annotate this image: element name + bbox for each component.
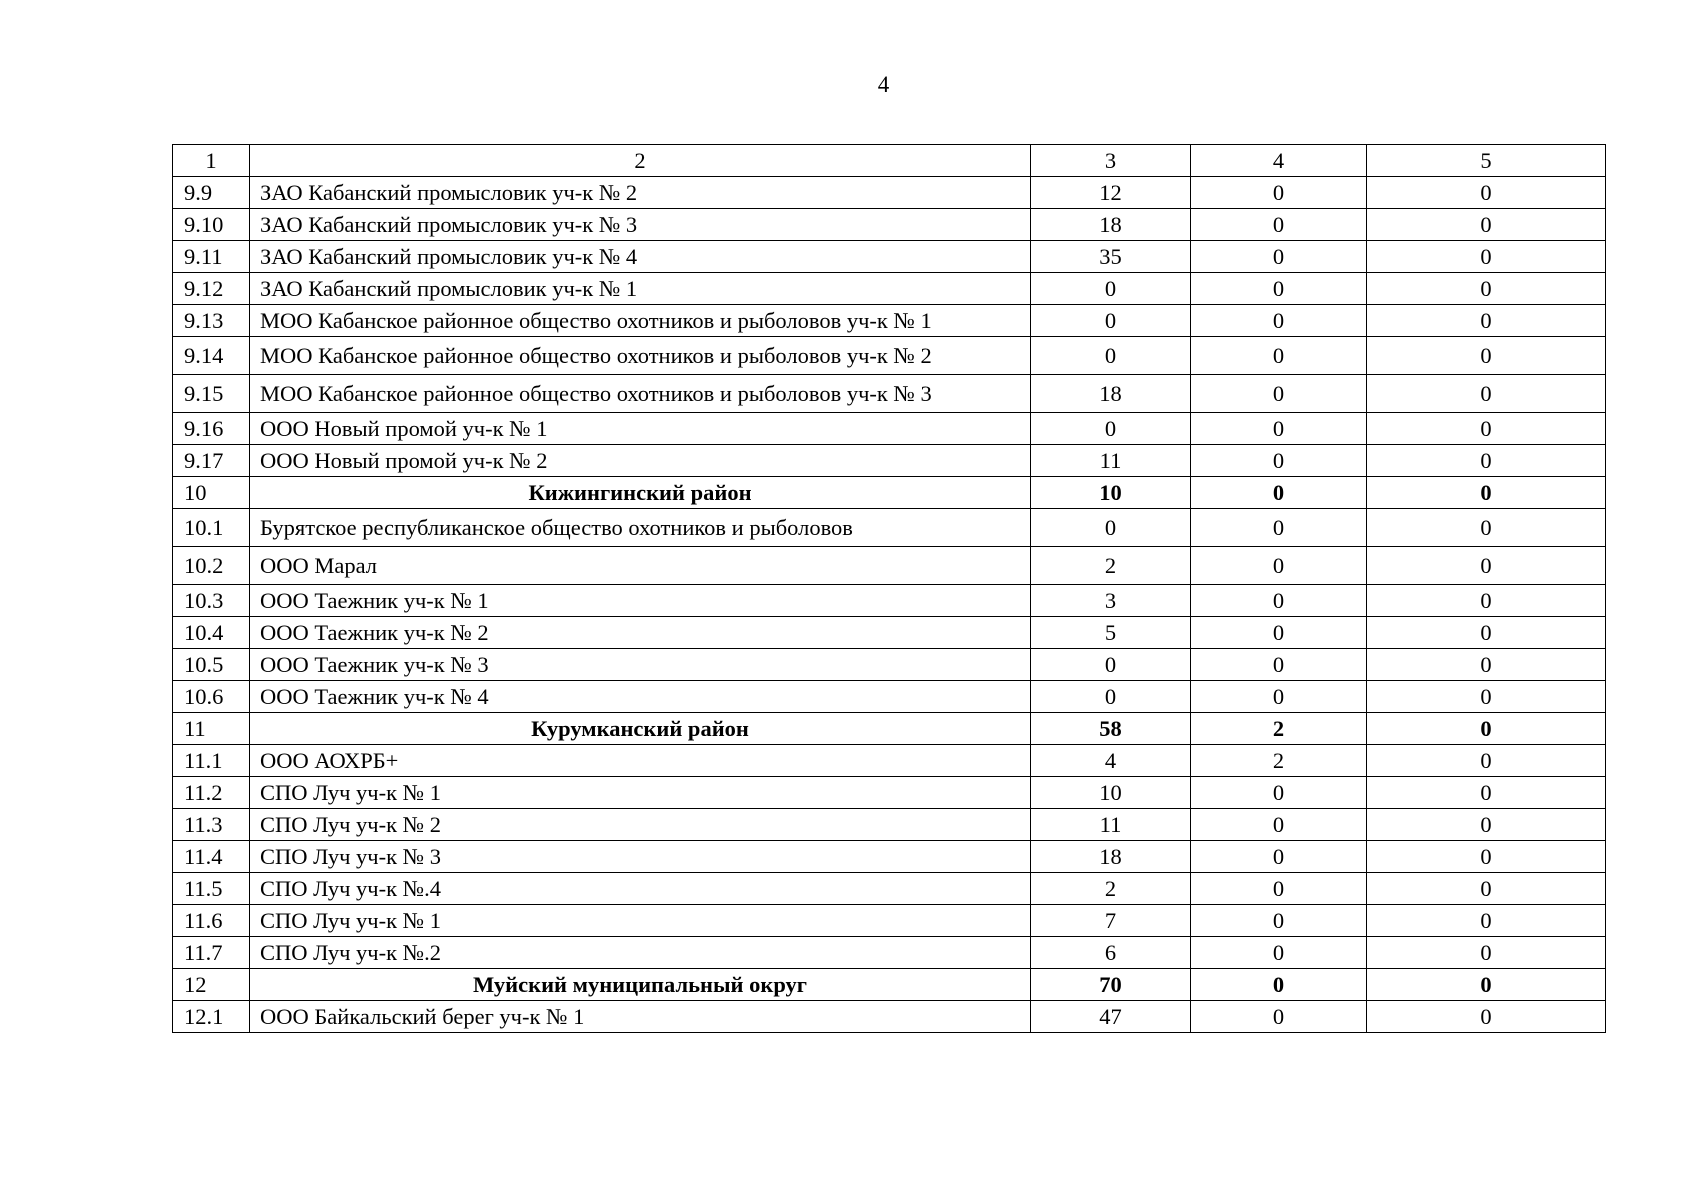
table-row: [173, 873, 1606, 905]
page-number: 4: [877, 72, 890, 97]
row-value-col3: 35: [1031, 241, 1191, 273]
row-value-col5: 0: [1367, 477, 1606, 509]
row-value-col5: 0: [1367, 375, 1606, 413]
row-name: МОО Кабанское районное общество охотников и рыболовов уч-к № 2: [250, 337, 1031, 375]
row-value-col3: 5: [1031, 617, 1191, 649]
table-header-row: [173, 145, 1606, 177]
table-row: [173, 547, 1606, 585]
table-row: [173, 337, 1606, 375]
row-value-col4: 0: [1191, 177, 1367, 209]
row-name: МОО Кабанское районное общество охотников и рыболовов уч-к № 1: [250, 305, 1031, 337]
table-row: [173, 1001, 1606, 1033]
row-value-col4: 0: [1191, 445, 1367, 477]
row-number: 10.4: [173, 617, 250, 649]
row-value-col3: 3: [1031, 585, 1191, 617]
table-row: [173, 617, 1606, 649]
row-value-col5: 0: [1367, 337, 1606, 375]
row-number: 9.15: [173, 375, 250, 413]
row-number: 9.9: [173, 177, 250, 209]
table-row: [173, 681, 1606, 713]
row-value-col4: 0: [1191, 273, 1367, 305]
row-value-col4: 0: [1191, 617, 1367, 649]
row-value-col5: 0: [1367, 745, 1606, 777]
row-number: 10.3: [173, 585, 250, 617]
row-name: ООО Таежник уч-к № 3: [250, 649, 1031, 681]
row-value-col3: 0: [1031, 413, 1191, 445]
header-cell: 1: [173, 145, 250, 177]
row-value-col5: 0: [1367, 177, 1606, 209]
row-value-col3: 70: [1031, 969, 1191, 1001]
row-value-col5: 0: [1367, 713, 1606, 745]
row-name: ООО Таежник уч-к № 4: [250, 681, 1031, 713]
row-value-col4: 0: [1191, 937, 1367, 969]
row-value-col4: 0: [1191, 375, 1367, 413]
row-value-col3: 0: [1031, 649, 1191, 681]
row-value-col5: 0: [1367, 617, 1606, 649]
row-value-col4: 0: [1191, 241, 1367, 273]
row-number: 9.11: [173, 241, 250, 273]
table-row: [173, 305, 1606, 337]
row-value-col3: 11: [1031, 445, 1191, 477]
row-number: 9.10: [173, 209, 250, 241]
row-number: 12.1: [173, 1001, 250, 1033]
header-cell: 2: [250, 145, 1031, 177]
row-name: ООО Таежник уч-к № 1: [250, 585, 1031, 617]
row-number: 9.12: [173, 273, 250, 305]
row-value-col5: 0: [1367, 585, 1606, 617]
row-value-col3: 11: [1031, 809, 1191, 841]
row-value-col3: 4: [1031, 745, 1191, 777]
row-value-col5: 0: [1367, 937, 1606, 969]
row-value-col5: 0: [1367, 273, 1606, 305]
row-name: ЗАО Кабанский промысловик уч-к № 4: [250, 241, 1031, 273]
row-value-col3: 6: [1031, 937, 1191, 969]
row-number: 11.4: [173, 841, 250, 873]
table-row: [173, 241, 1606, 273]
row-value-col5: 0: [1367, 809, 1606, 841]
table-row: [173, 413, 1606, 445]
row-value-col5: 0: [1367, 413, 1606, 445]
row-value-col3: 0: [1031, 509, 1191, 547]
row-value-col4: 0: [1191, 585, 1367, 617]
row-name: ООО Таежник уч-к № 2: [250, 617, 1031, 649]
row-value-col3: 12: [1031, 177, 1191, 209]
row-value-col3: 0: [1031, 273, 1191, 305]
row-value-col4: 0: [1191, 337, 1367, 375]
table-row: [173, 937, 1606, 969]
row-value-col5: 0: [1367, 241, 1606, 273]
row-value-col4: 0: [1191, 969, 1367, 1001]
row-value-col3: 10: [1031, 777, 1191, 809]
row-value-col5: 0: [1367, 547, 1606, 585]
table-row: [173, 585, 1606, 617]
row-value-col4: 0: [1191, 547, 1367, 585]
table-row-district: [173, 969, 1606, 1001]
row-value-col5: 0: [1367, 209, 1606, 241]
row-value-col5: 0: [1367, 873, 1606, 905]
row-name: Бурятское республиканское общество охотников и рыболовов: [250, 509, 1031, 547]
table-row: [173, 445, 1606, 477]
table-row: [173, 841, 1606, 873]
table-row: [173, 509, 1606, 547]
row-number: 10.5: [173, 649, 250, 681]
row-value-col3: 18: [1031, 209, 1191, 241]
row-number: 9.14: [173, 337, 250, 375]
row-number: 11.6: [173, 905, 250, 937]
row-value-col4: 0: [1191, 905, 1367, 937]
table-row: [173, 809, 1606, 841]
row-value-col4: 0: [1191, 305, 1367, 337]
row-value-col3: 47: [1031, 1001, 1191, 1033]
header-cell: 3: [1031, 145, 1191, 177]
table-row: [173, 375, 1606, 413]
row-value-col4: 0: [1191, 649, 1367, 681]
row-name: ЗАО Кабанский промысловик уч-к № 2: [250, 177, 1031, 209]
table-row: [173, 777, 1606, 809]
row-value-col4: 0: [1191, 209, 1367, 241]
row-name: ООО АОХРБ+: [250, 745, 1031, 777]
row-value-col5: 0: [1367, 841, 1606, 873]
row-value-col3: 10: [1031, 477, 1191, 509]
row-value-col3: 2: [1031, 547, 1191, 585]
row-value-col4: 0: [1191, 1001, 1367, 1033]
row-value-col4: 0: [1191, 509, 1367, 547]
table-row: [173, 177, 1606, 209]
row-value-col5: 0: [1367, 305, 1606, 337]
row-value-col4: 0: [1191, 477, 1367, 509]
row-value-col4: 0: [1191, 809, 1367, 841]
row-name: СПО Луч уч-к № 1: [250, 905, 1031, 937]
row-number: 10: [173, 477, 250, 509]
row-name: ООО Новый промой уч-к № 2: [250, 445, 1031, 477]
row-value-col3: 0: [1031, 305, 1191, 337]
row-value-col5: 0: [1367, 1001, 1606, 1033]
data-table: [172, 144, 1606, 1033]
table-row: [173, 209, 1606, 241]
row-value-col3: 18: [1031, 375, 1191, 413]
district-name: Кижингинский район: [250, 477, 1031, 509]
row-value-col4: 0: [1191, 681, 1367, 713]
row-name: ЗАО Кабанский промысловик уч-к № 1: [250, 273, 1031, 305]
row-name: ООО Байкальский берег уч-к № 1: [250, 1001, 1031, 1033]
row-value-col5: 0: [1367, 649, 1606, 681]
row-value-col4: 2: [1191, 745, 1367, 777]
row-value-col3: 2: [1031, 873, 1191, 905]
table-row-district: [173, 477, 1606, 509]
row-number: 10.1: [173, 509, 250, 547]
row-value-col5: 0: [1367, 681, 1606, 713]
row-name: СПО Луч уч-к №.2: [250, 937, 1031, 969]
table-row: [173, 649, 1606, 681]
table-row-district: [173, 713, 1606, 745]
row-name: СПО Луч уч-к № 3: [250, 841, 1031, 873]
row-number: 10.6: [173, 681, 250, 713]
row-number: 11.1: [173, 745, 250, 777]
table-row: [173, 273, 1606, 305]
table-row: [173, 745, 1606, 777]
row-name: ООО Марал: [250, 547, 1031, 585]
row-value-col3: 0: [1031, 337, 1191, 375]
row-number: 11.7: [173, 937, 250, 969]
row-value-col5: 0: [1367, 509, 1606, 547]
row-name: СПО Луч уч-к № 2: [250, 809, 1031, 841]
row-value-col5: 0: [1367, 445, 1606, 477]
header-cell: 5: [1367, 145, 1606, 177]
row-value-col3: 7: [1031, 905, 1191, 937]
row-number: 11.5: [173, 873, 250, 905]
row-value-col5: 0: [1367, 905, 1606, 937]
header-cell: 4: [1191, 145, 1367, 177]
table-row: [173, 905, 1606, 937]
row-value-col4: 0: [1191, 873, 1367, 905]
row-value-col4: 0: [1191, 841, 1367, 873]
row-name: ЗАО Кабанский промысловик уч-к № 3: [250, 209, 1031, 241]
row-number: 11.3: [173, 809, 250, 841]
row-value-col4: 0: [1191, 777, 1367, 809]
district-name: Муйский муниципальный округ: [250, 969, 1031, 1001]
row-value-col3: 0: [1031, 681, 1191, 713]
row-number: 9.17: [173, 445, 250, 477]
row-value-col4: 2: [1191, 713, 1367, 745]
row-number: 12: [173, 969, 250, 1001]
row-value-col3: 58: [1031, 713, 1191, 745]
district-name: Курумканский район: [250, 713, 1031, 745]
row-number: 10.2: [173, 547, 250, 585]
row-name: СПО Луч уч-к №.4: [250, 873, 1031, 905]
row-value-col4: 0: [1191, 413, 1367, 445]
row-value-col5: 0: [1367, 777, 1606, 809]
row-value-col5: 0: [1367, 969, 1606, 1001]
row-name: СПО Луч уч-к № 1: [250, 777, 1031, 809]
row-name: МОО Кабанское районное общество охотников и рыболовов уч-к № 3: [250, 375, 1031, 413]
row-number: 11: [173, 713, 250, 745]
row-number: 9.13: [173, 305, 250, 337]
row-name: ООО Новый промой уч-к № 1: [250, 413, 1031, 445]
row-value-col3: 18: [1031, 841, 1191, 873]
row-number: 11.2: [173, 777, 250, 809]
row-number: 9.16: [173, 413, 250, 445]
